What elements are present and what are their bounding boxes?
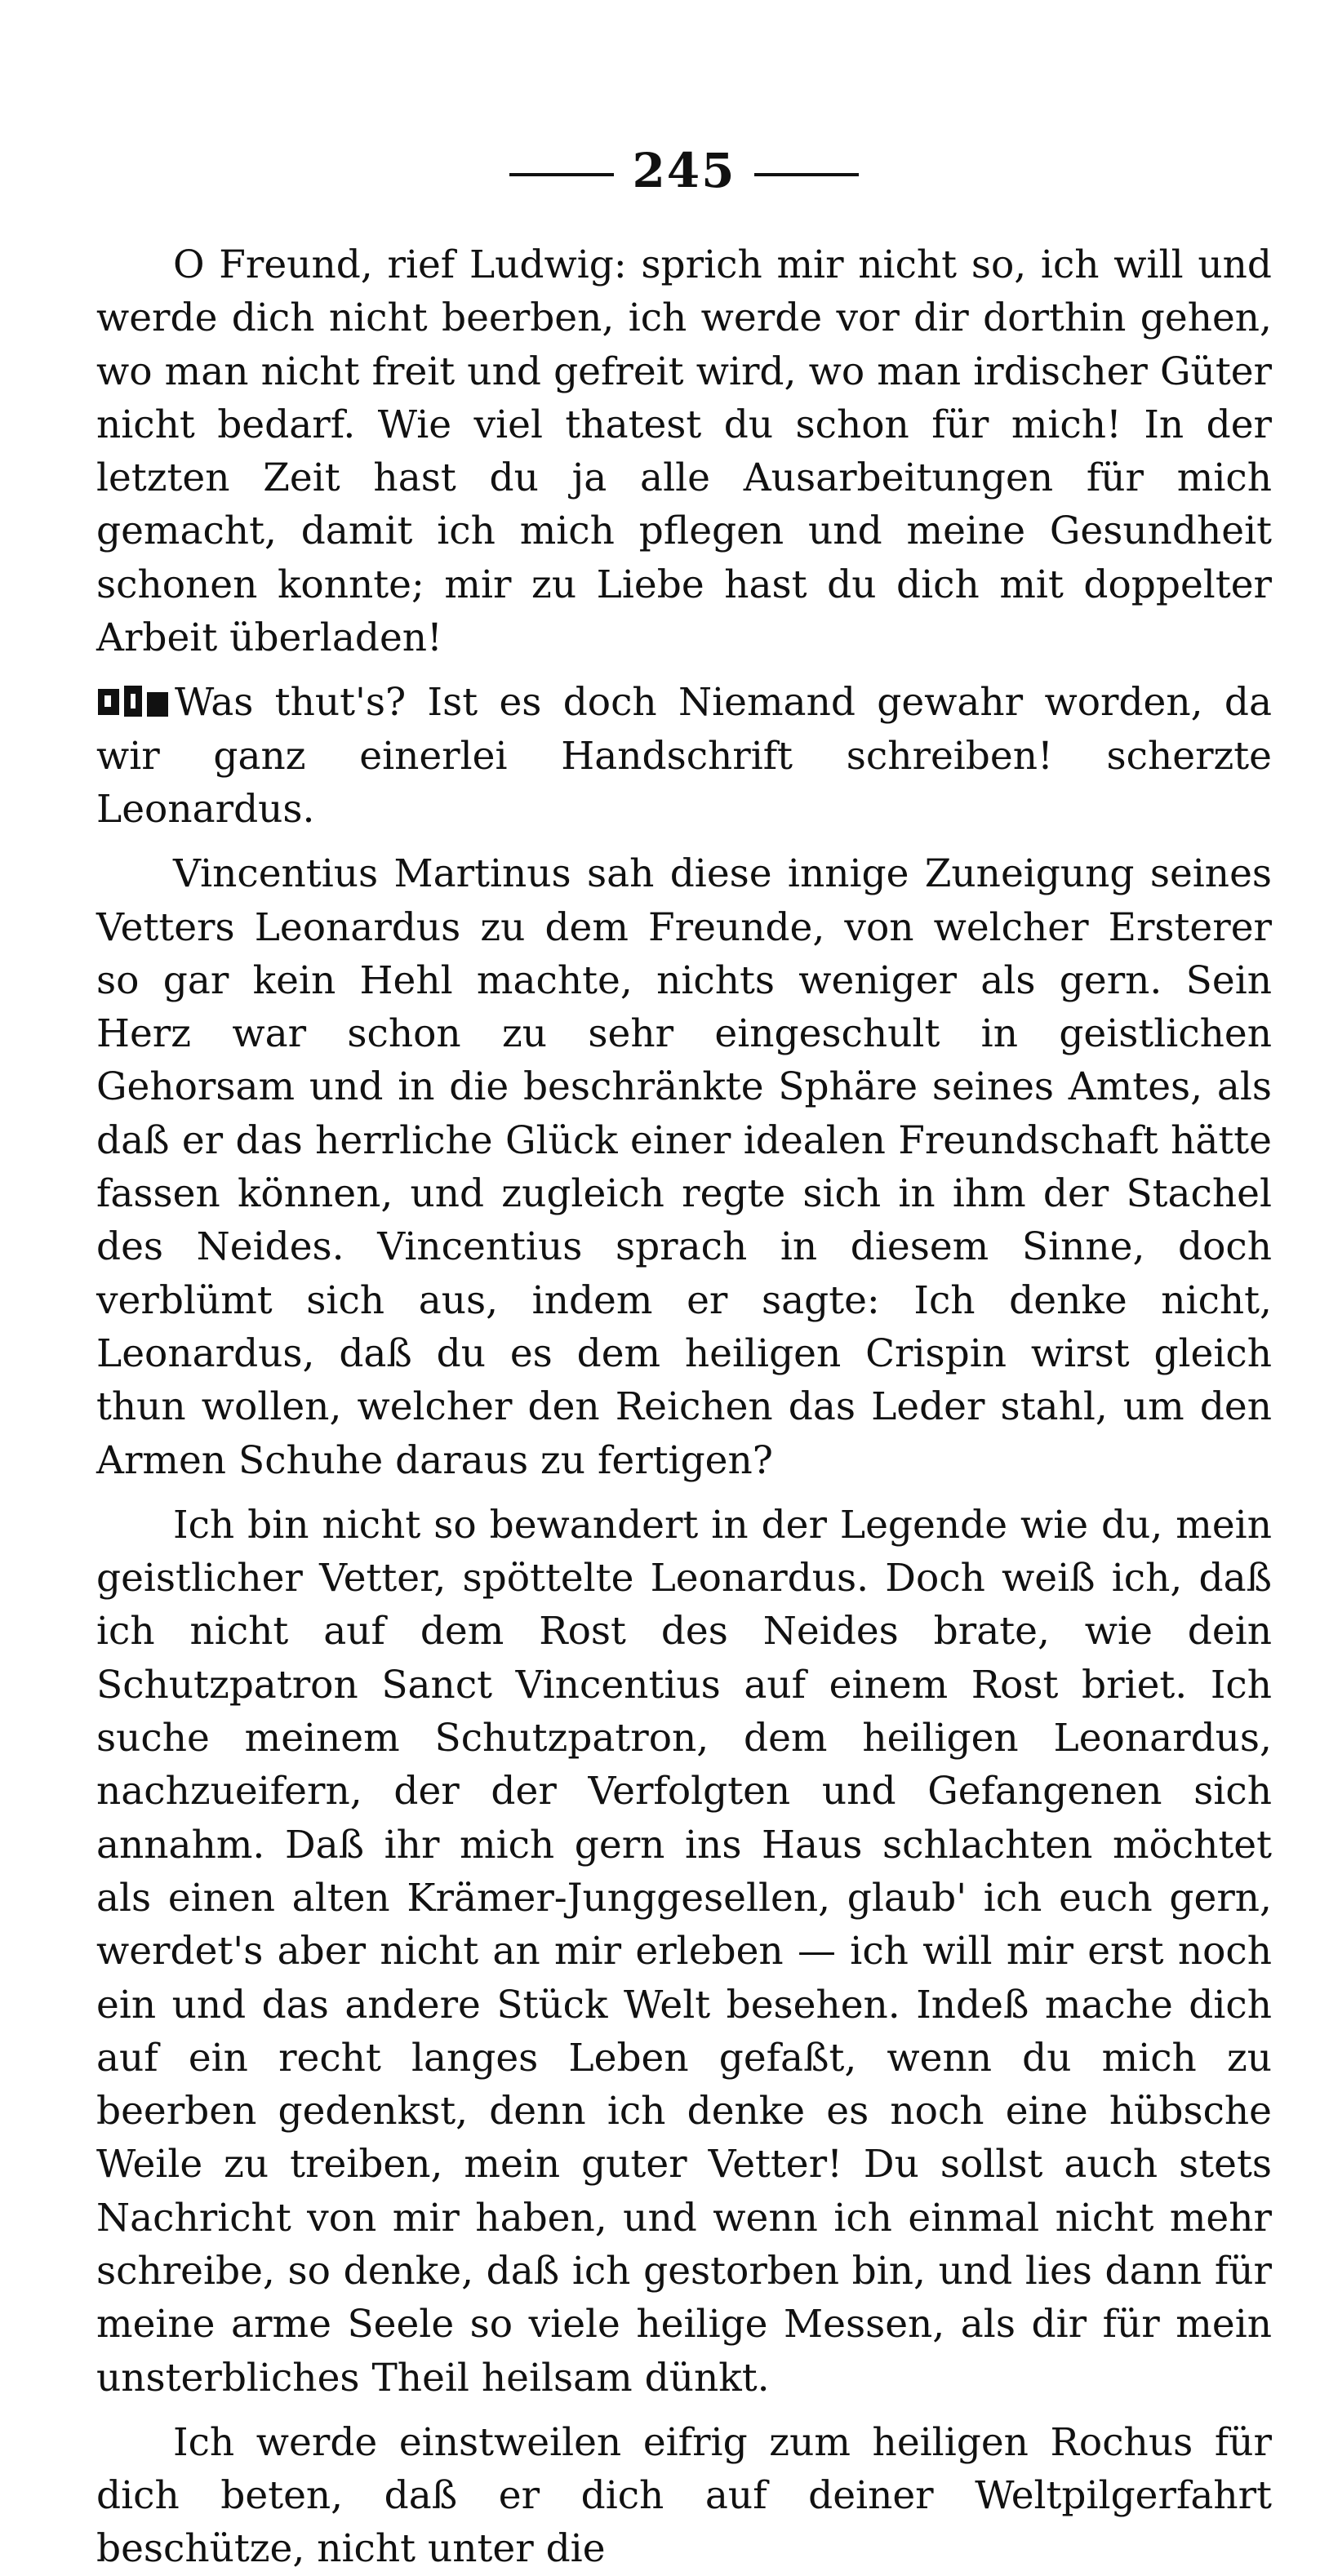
book-page [96,143,1272,2576]
paragraph-2 [96,676,1272,836]
page-number: 245 [632,143,736,198]
paragraph-5: Ich werde einstweilen eifrig zum heiligen Rochus für dich beten, daß er dich auf deiner Weltpilgerfahrt beschütze, nicht unter die [96,2419,1272,2572]
paragraph-3: Vincentius Martinus sah diese innige Zuneigung seines Vetters Leonardus zu dem Freunde, von welcher Ersterer so gar kein Hehl machte, nichts weniger als gern. Sein Herz war schon zu sehr eingeschult in geistlichen Gehorsam und in die beschränkte Sphäre seines Amtes, als daß er das herrliche Glück einer idealen Freundschaft hätte fassen können, und zugleich regte sich in ihm der Stachel des Neides. Vincentius sprach in diesem Sinne, doch verblümt sich aus, indem er sagte: Ich denke nicht, Leonardus, daß du es dem heiligen Crispin wirst gleich thun wollen, welcher den Reichen das Leder stahl, um den Armen Schuhe daraus zu fertigen? [96,851,1272,1483]
header-dash-left [509,173,614,176]
paragraph-2-text: Was thut's? Ist es doch Niemand gewahr worden, da wir ganz einerlei Handschrift schreiben! scherzte Leonardus. [96,680,1272,832]
paragraph-1: O Freund, rief Ludwig: sprich mir nicht so, ich will und werde dich nicht beerben, ich werde vor dir dorthin gehen, wo man nicht freit und gefreit wird, wo man irdischer Güter nicht bedarf. Wie viel thatest du schon für mich! In der letzten Zeit hast du ja alle Ausarbeitungen für mich gemacht, damit ich mich pflegen und meine Gesundheit schonen konnte; mir zu Liebe hast du dich mit doppelter Arbeit überladen! [96,242,1272,661]
header-dash-right [754,173,859,176]
page-header [96,143,1272,198]
printer-ornament-icon [96,684,171,720]
paragraph-4: Ich bin nicht so bewandert in der Legende wie du, mein geistlicher Vetter, spöttelte Leonardus. Doch weiß ich, daß ich nicht auf dem Rost des Neides brate, wie dein Schutzpatron Sanct Vincentius auf einem Rost briet. Ich suche meinem Schutzpatron, dem heiligen Leonardus, nachzueifern, der der Verfolgten und Gefangenen sich annahm. Daß ihr mich gern ins Haus schlachten möchtet als einen alten Krämer-Junggesellen, glaub' ich euch gern, werdet's aber nicht an mir erleben — ich will mir erst noch ein und das andere Stück Welt besehen. Indeß mache dich auf ein recht langes Leben gefaßt, wenn du mich zu beerben gedenkst, denn ich denke es noch eine hübsche Weile zu treiben, mein guter Vetter! Du sollst auch stets Nachricht von mir haben, und wenn ich einmal nicht mehr schreibe, so denke, daß ich gestorben bin, und lies dann für meine arme Seele so viele heilige Messen, als dir für mein unsterbliches Theil heilsam dünkt. [96,1502,1272,2401]
